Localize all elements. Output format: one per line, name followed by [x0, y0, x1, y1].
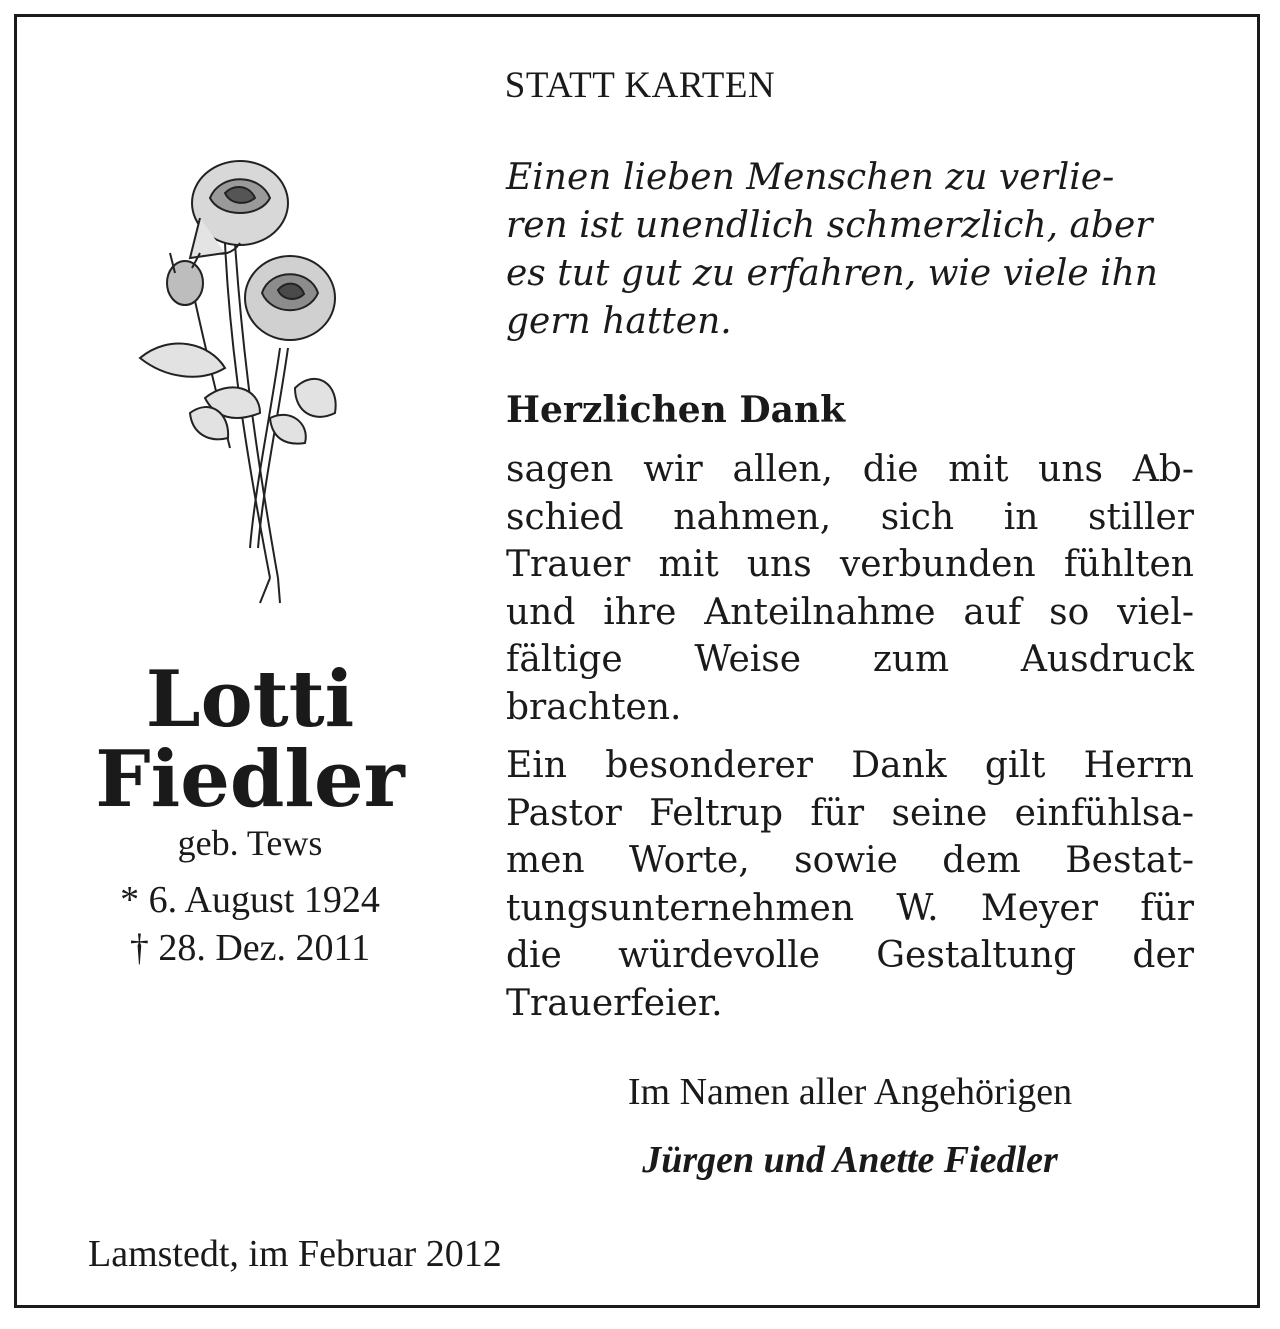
birth-name: geb. Tews [177, 823, 323, 863]
special-thanks-line: men Worte, sowie dem Bestat- [506, 840, 1194, 881]
thanks-title: Herzlichen Dank [506, 389, 846, 431]
special-thanks-line: tungsunternehmen W. Meyer für [506, 887, 1194, 929]
thanks-line: brachten. [506, 686, 682, 728]
birth-date: * 6. August 1924 [120, 879, 380, 921]
quote-block [506, 154, 1194, 346]
thanks-paragraph [506, 446, 1194, 731]
quote-line: gern hatten. [506, 301, 732, 342]
signers: Jürgen und Anette Fiedler [642, 1139, 1058, 1181]
signoff: Im Namen aller Angehörigen [627, 1071, 1073, 1113]
deceased-name [60, 654, 440, 825]
special-thanks-paragraph [506, 742, 1194, 1027]
thanks-line: fältige Weise zum Ausdruck [506, 639, 1194, 680]
thanks-line: schied nahmen, sich in stiller [506, 496, 1194, 538]
death-date: † 28. Dez. 2011 [129, 927, 371, 969]
special-thanks-line: Pastor Feltrup für seine einfühlsa- [506, 792, 1194, 834]
notice-header: STATT KARTEN [504, 65, 776, 106]
rose-illustration-icon [130, 148, 360, 608]
quote-line: ren ist unendlich schmerzlich, aber [506, 205, 1153, 246]
special-thanks-line: Trauerfeier. [506, 982, 723, 1024]
place-date: Lamstedt, im Februar 2012 [88, 1233, 502, 1275]
quote-line: Einen lieben Menschen zu verlie- [506, 157, 1115, 198]
first-name: Lotti [145, 654, 355, 745]
thanks-line: Trauer mit uns verbunden fühlten [506, 544, 1194, 585]
life-dates [60, 876, 440, 972]
thanks-line: und ihre Anteilnahme auf so viel- [506, 591, 1194, 633]
last-name: Fiedler [95, 734, 405, 825]
thanks-line: sagen wir allen, die mit uns Ab- [506, 449, 1194, 490]
special-thanks-line: Ein besonderer Dank gilt Herrn [506, 745, 1194, 786]
special-thanks-line: die würdevolle Gestaltung der [506, 935, 1194, 976]
quote-line: es tut gut zu erfahren, wie viele ihn [506, 253, 1158, 294]
